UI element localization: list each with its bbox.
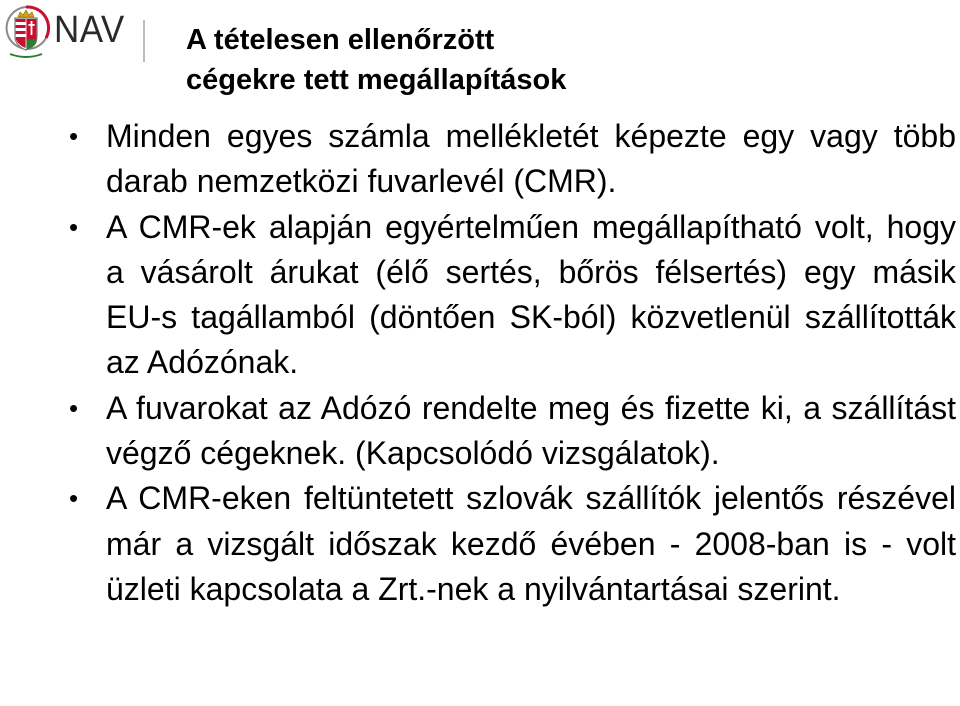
bullet-text: A fuvarokat az Adózó rendelte meg és fizette ki, a szállítást végző cégeknek. (Kapcsolódó vizsgálatok). [106,389,956,472]
bullet-marker: • [69,211,79,242]
logo-divider [143,20,145,62]
slide-title: A tételesen ellenőrzött cégekre tett megállapítások [186,24,567,96]
bullet-item [62,386,956,477]
bullet-item [62,114,956,205]
hungarian-emblem-icon [2,4,50,60]
bullet-marker: • [69,483,79,514]
nav-logo [2,4,162,64]
bullet-item [62,476,956,612]
slide-header [0,0,960,110]
bullet-item [62,205,956,386]
bullet-marker: • [69,121,79,151]
bullet-list [62,114,956,612]
bullet-text: A CMR-eken feltüntetett szlovák szállítók jelentős részével már a vizsgált időszak kezdő évében - 2008-ban is - volt üzleti kapcsolata a Zrt.-nek a nyilvántartásai szerint. [106,480,956,607]
nav-logo-text: NAV [54,9,125,51]
bullet-marker: • [69,392,79,423]
bullet-text: A CMR-ek alapján egyértelműen megállapítható volt, hogy a vásárolt árukat (élő sertés, bőrös félsertés) egy másik EU-s tagállamból (döntően SK-ból) közvetlenül szállították az Adózónak. [106,208,956,381]
bullet-text: Minden egyes számla mellékletét képezte egy vagy több darab nemzetközi fuvarlevél (CMR). [106,118,956,200]
